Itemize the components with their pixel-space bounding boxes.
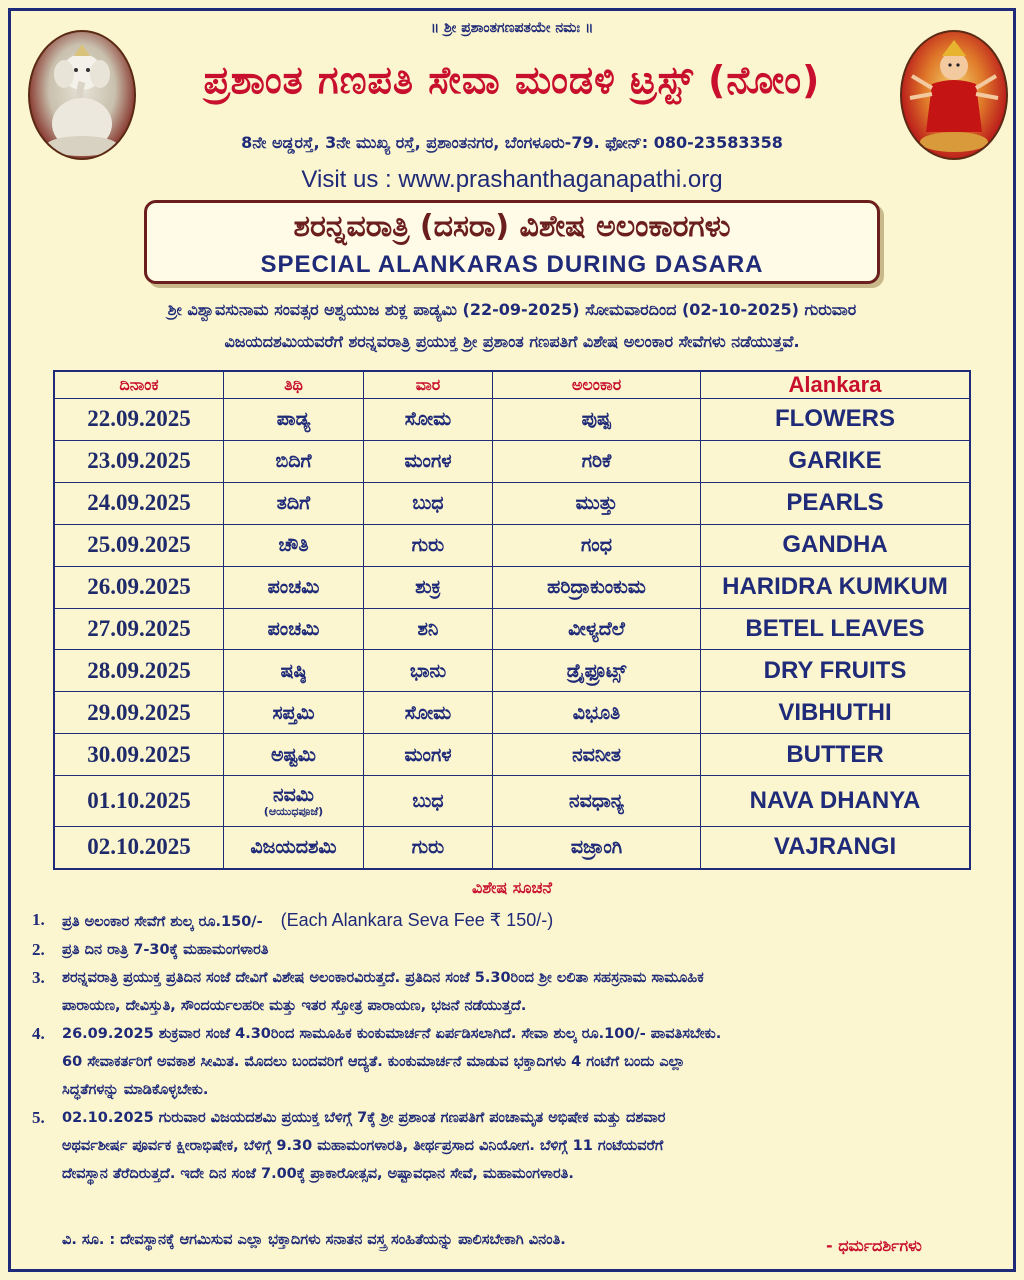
alankara-schedule-table: [53, 370, 971, 870]
notice-line: ಪಾರಾಯಣ, ದೇವಿಸ್ತುತಿ, ಸೌಂದರ್ಯಲಹರೀ ಮತ್ತು ಇತರ ಸ್ತೋತ್ರ ಪಾರಾಯಣ, ಭಜನೆ ನಡೆಯುತ್ತದೆ.: [62, 998, 527, 1014]
intro-paragraph: [40, 294, 984, 358]
alankara-en-cell: VIBHUTHI: [701, 692, 971, 734]
tithi-cell: ಪಂಚಮಿ: [224, 608, 364, 650]
notice-line: ಪ್ರತಿ ಅಲಂಕಾರ ಸೇವೆಗೆ ಶುಲ್ಕ ರೂ.150/-: [62, 914, 263, 930]
notice-line: ಅಥರ್ವಶೀರ್ಷ ಪೂರ್ವಕ ಕ್ಷೀರಾಭಿಷೇಕ, ಬೆಳಿಗ್ಗೆ 9.30 ಮಹಾಮಂಗಳಾರತಿ, ತೀರ್ಥಪ್ರಸಾದ ವಿನಿಯೋಗ. ಬೆಳಿಗ್ಗೆ 11 ಗಂಟೆಯವರೆಗೆ: [62, 1138, 664, 1154]
date-cell: 02.10.2025: [54, 826, 224, 869]
alankara-kn-cell: ನವನೀತ: [493, 734, 701, 776]
alankara-en-cell: HARIDRA KUMKUM: [701, 566, 971, 608]
table-row: [54, 608, 970, 650]
table-row: [54, 734, 970, 776]
date-cell: 23.09.2025: [54, 440, 224, 482]
alankara-kn-cell: ಗರಿಕೆ: [493, 440, 701, 482]
notice-number: 4.: [32, 1024, 45, 1043]
vara-cell: ಗುರು: [364, 826, 493, 869]
date-cell: 30.09.2025: [54, 734, 224, 776]
notice-line: ಶರನ್ನವರಾತ್ರಿ ಪ್ರಯುಕ್ತ ಪ್ರತಿದಿನ ಸಂಜೆ ದೇವಿಗೆ ವಿಶೇಷ ಅಲಂಕಾರವಿರುತ್ತದೆ. ಪ್ರತಿದಿನ ಸಂಜೆ 5.30ರಿಂದ ಶ್ರೀ ಲಲಿತಾ ಸಹಸ್ರನಾಮ ಸಾಮೂಹಿಕ: [62, 970, 704, 986]
alankara-kn-cell: ಡ್ರೈಫ್ರೂಟ್ಸ್: [493, 650, 701, 692]
alankara-en-cell: GARIKE: [701, 440, 971, 482]
alankara-en-cell: GANDHA: [701, 524, 971, 566]
date-cell: 26.09.2025: [54, 566, 224, 608]
notice-fee-english: (Each Alankara Seva Fee ₹ 150/-): [280, 910, 554, 930]
notice-item: [32, 1104, 984, 1188]
notice-number: 3.: [32, 968, 45, 987]
intro-line: ಶ್ರೀ ವಿಶ್ವಾವಸುನಾಮ ಸಂವತ್ಸರ ಅಶ್ವಯುಜ ಶುಕ್ಲ ಪಾಡ್ಯಮಿ (22-09-2025) ಸೋಮವಾರದಿಂದ (02-10-2025) ಗುರುವಾರ: [167, 300, 857, 319]
table-row: [54, 566, 970, 608]
alankara-en-cell: PEARLS: [701, 482, 971, 524]
notice-line: ಸಿದ್ಧತೆಗಳನ್ನು ಮಾಡಿಕೊಳ್ಳಬೇಕು.: [62, 1082, 209, 1098]
table-row: [54, 650, 970, 692]
header-tithi: ತಿಥಿ: [224, 371, 364, 399]
tithi-cell: ಷಷ್ಠಿ: [224, 650, 364, 692]
table-row: [54, 482, 970, 524]
notice-item: [32, 906, 984, 936]
banner-title-kannada: ಶರನ್ನವರಾತ್ರಿ (ದಸರಾ) ವಿಶೇಷ ಅಲಂಕಾರಗಳು: [293, 209, 731, 244]
banner-title-english: SPECIAL ALANKARAS DURING DASARA: [260, 251, 764, 278]
vara-cell: ಮಂಗಳ: [364, 440, 493, 482]
vara-cell: ಸೋಮ: [364, 399, 493, 441]
alankara-en-cell: DRY FRUITS: [701, 650, 971, 692]
vara-cell: ಗುರು: [364, 524, 493, 566]
vara-cell: ಬುಧ: [364, 482, 493, 524]
alankara-kn-cell: ಗಂಧ: [493, 524, 701, 566]
notice-text: [62, 964, 984, 1020]
notice-text: [62, 936, 984, 964]
website-link[interactable]: Visit us : www.prashanthaganapathi.org: [301, 166, 723, 193]
date-cell: 29.09.2025: [54, 692, 224, 734]
date-cell: 22.09.2025: [54, 399, 224, 441]
header-date: ದಿನಾಂಕ: [54, 371, 224, 399]
date-cell: 28.09.2025: [54, 650, 224, 692]
notice-line: ಪ್ರತಿ ದಿನ ರಾತ್ರಿ 7-30ಕ್ಕೆ ಮಹಾಮಂಗಳಾರತಿ: [62, 942, 269, 958]
vara-cell: ಮಂಗಳ: [364, 734, 493, 776]
header-alankara-kn: ಅಲಂಕಾರ: [493, 371, 701, 399]
alankara-kn-cell: ನವಧಾನ್ಯ: [493, 776, 701, 827]
tithi-cell: ಚೌತಿ: [224, 524, 364, 566]
alankara-en-cell: BETEL LEAVES: [701, 608, 971, 650]
notice-text: [62, 1020, 984, 1104]
vara-cell: ಶನಿ: [364, 608, 493, 650]
event-banner: [144, 200, 880, 284]
tithi-subtitle: (ಆಯುಧಪೂಜೆ): [263, 804, 324, 818]
alankara-en-cell: FLOWERS: [701, 399, 971, 441]
dress-code-note: ವಿ. ಸೂ. : ದೇವಸ್ಥಾನಕ್ಕೆ ಆಗಮಿಸುವ ಎಲ್ಲಾ ಭಕ್ತಾದಿಗಳು ಸನಾತನ ವಸ್ತ್ರ ಸಂಹಿತೆಯನ್ನು ಪಾಲಿಸಬೇಕಾಗಿ ವಿನಂತಿ.: [62, 1232, 566, 1248]
notice-line: 60 ಸೇವಾಕರ್ತರಿಗೆ ಅವಕಾಶ ಸೀಮಿತ. ಮೊದಲು ಬಂದವರಿಗೆ ಆದ್ಯತೆ. ಕುಂಕುಮಾರ್ಚನೆ ಮಾಡುವ ಭಕ್ತಾದಿಗಳು 4 ಗಂಟೆಗೆ ಬಂದು ಎಲ್ಲಾ: [62, 1054, 685, 1070]
trust-address: 8ನೇ ಅಡ್ಡರಸ್ತೆ, 3ನೇ ಮುಖ್ಯ ರಸ್ತೆ, ಪ್ರಶಾಂತನಗರ, ಬೆಂಗಳೂರು-79. ಫೋನ್: 080-23583358: [241, 133, 783, 152]
notice-list: [32, 906, 984, 1188]
trust-title: ಪ್ರಶಾಂತ ಗಣಪತಿ ಸೇವಾ ಮಂಡಳಿ ಟ್ರಸ್ಟ್ (ನೋಂ): [203, 58, 821, 102]
header-alankara-en: Alankara: [701, 371, 971, 399]
notice-item: [32, 936, 984, 964]
tithi-cell: ಪಂಚಮಿ: [224, 566, 364, 608]
table-row: [54, 826, 970, 869]
tithi-name: ನವಮಿ: [273, 783, 314, 806]
notice-text: [62, 906, 984, 936]
notice-item: [32, 1020, 984, 1104]
header-vara: ವಾರ: [364, 371, 493, 399]
alankara-kn-cell: ವಜ್ರಾಂಗಿ: [493, 826, 701, 869]
table-header-row: [54, 371, 970, 399]
alankara-kn-cell: ಪುಷ್ಪ: [493, 399, 701, 441]
notice-text: [62, 1104, 984, 1188]
table-row: [54, 692, 970, 734]
tithi-cell: ತದಿಗೆ: [224, 482, 364, 524]
alankara-kn-cell: ವಿಭೂತಿ: [493, 692, 701, 734]
vara-cell: ಬುಧ: [364, 776, 493, 827]
goddess-durga-photo: [900, 30, 1008, 160]
table-row: [54, 524, 970, 566]
tithi-cell: [224, 776, 364, 827]
vara-cell: ಸೋಮ: [364, 692, 493, 734]
tithi-cell: ಪಾಡ್ಯ: [224, 399, 364, 441]
notice-number: 1.: [32, 910, 45, 929]
notice-line: ದೇವಸ್ಥಾನ ತೆರೆದಿರುತ್ತದೆ. ಇದೇ ದಿನ ಸಂಜೆ 7.00ಕ್ಕೆ ಪ್ರಾಕಾರೋತ್ಸವ, ಅಷ್ಟಾವಧಾನ ಸೇವೆ, ಮಹಾಮಂಗಳಾರತಿ.: [62, 1166, 574, 1182]
notice-line: 26.09.2025 ಶುಕ್ರವಾರ ಸಂಜೆ 4.30ರಿಂದ ಸಾಮೂಹಿಕ ಕುಂಕುಮಾರ್ಚನೆ ಏರ್ಪಡಿಸಲಾಗಿದೆ. ಸೇವಾ ಶುಲ್ಕ ರೂ.100/- ಪಾವತಿಸಬೇಕು.: [62, 1026, 722, 1042]
invocation-line: ॥ ಶ್ರೀ ಪ್ರಶಾಂತಗಣಪತಯೇ ನಮಃ ॥: [430, 20, 594, 36]
alankara-en-cell: BUTTER: [701, 734, 971, 776]
alankara-kn-cell: ವೀಳ್ಯದೆಲೆ: [493, 608, 701, 650]
table-row: [54, 440, 970, 482]
date-cell: 25.09.2025: [54, 524, 224, 566]
notice-number: 2.: [32, 940, 45, 959]
alankara-en-cell: VAJRANGI: [701, 826, 971, 869]
table-row: [54, 776, 970, 827]
intro-line: ವಿಜಯದಶಮಿಯವರೆಗೆ ಶರನ್ನವರಾತ್ರಿ ಪ್ರಯುಕ್ತ ಶ್ರೀ ಪ್ರಶಾಂತ ಗಣಪತಿಗೆ ವಿಶೇಷ ಅಲಂಕಾರ ಸೇವೆಗಳು ನಡೆಯುತ್ತವೆ.: [224, 332, 800, 351]
alankara-en-cell: NAVA DHANYA: [701, 776, 971, 827]
alankara-kn-cell: ಹರಿದ್ರಾಕುಂಕುಮ: [493, 566, 701, 608]
tithi-cell: ವಿಜಯದಶಮಿ: [224, 826, 364, 869]
ganesha-idol-photo: [28, 30, 136, 160]
notice-number: 5.: [32, 1108, 45, 1127]
vara-cell: ಶುಕ್ರ: [364, 566, 493, 608]
date-cell: 27.09.2025: [54, 608, 224, 650]
trustees-signature: - ಧರ್ಮದರ್ಶಿಗಳು: [826, 1236, 922, 1255]
alankara-kn-cell: ಮುತ್ತು: [493, 482, 701, 524]
tithi-cell: ಬಿದಿಗೆ: [224, 440, 364, 482]
notice-line: 02.10.2025 ಗುರುವಾರ ವಿಜಯದಶಮಿ ಪ್ರಯುಕ್ತ ಬೆಳಿಗ್ಗೆ 7ಕ್ಕೆ ಶ್ರೀ ಪ್ರಶಾಂತ ಗಣಪತಿಗೆ ಪಂಚಾಮೃತ ಅಭಿಷೇಕ ಮತ್ತು ದಶವಾರ: [62, 1110, 666, 1126]
notice-item: [32, 964, 984, 1020]
tithi-cell: ಅಷ್ಟಮಿ: [224, 734, 364, 776]
tithi-cell: ಸಪ್ತಮಿ: [224, 692, 364, 734]
vara-cell: ಭಾನು: [364, 650, 493, 692]
date-cell: 24.09.2025: [54, 482, 224, 524]
special-notice-heading: ವಿಶೇಷ ಸೂಚನೆ: [472, 878, 552, 897]
date-cell: 01.10.2025: [54, 776, 224, 827]
table-row: [54, 399, 970, 441]
